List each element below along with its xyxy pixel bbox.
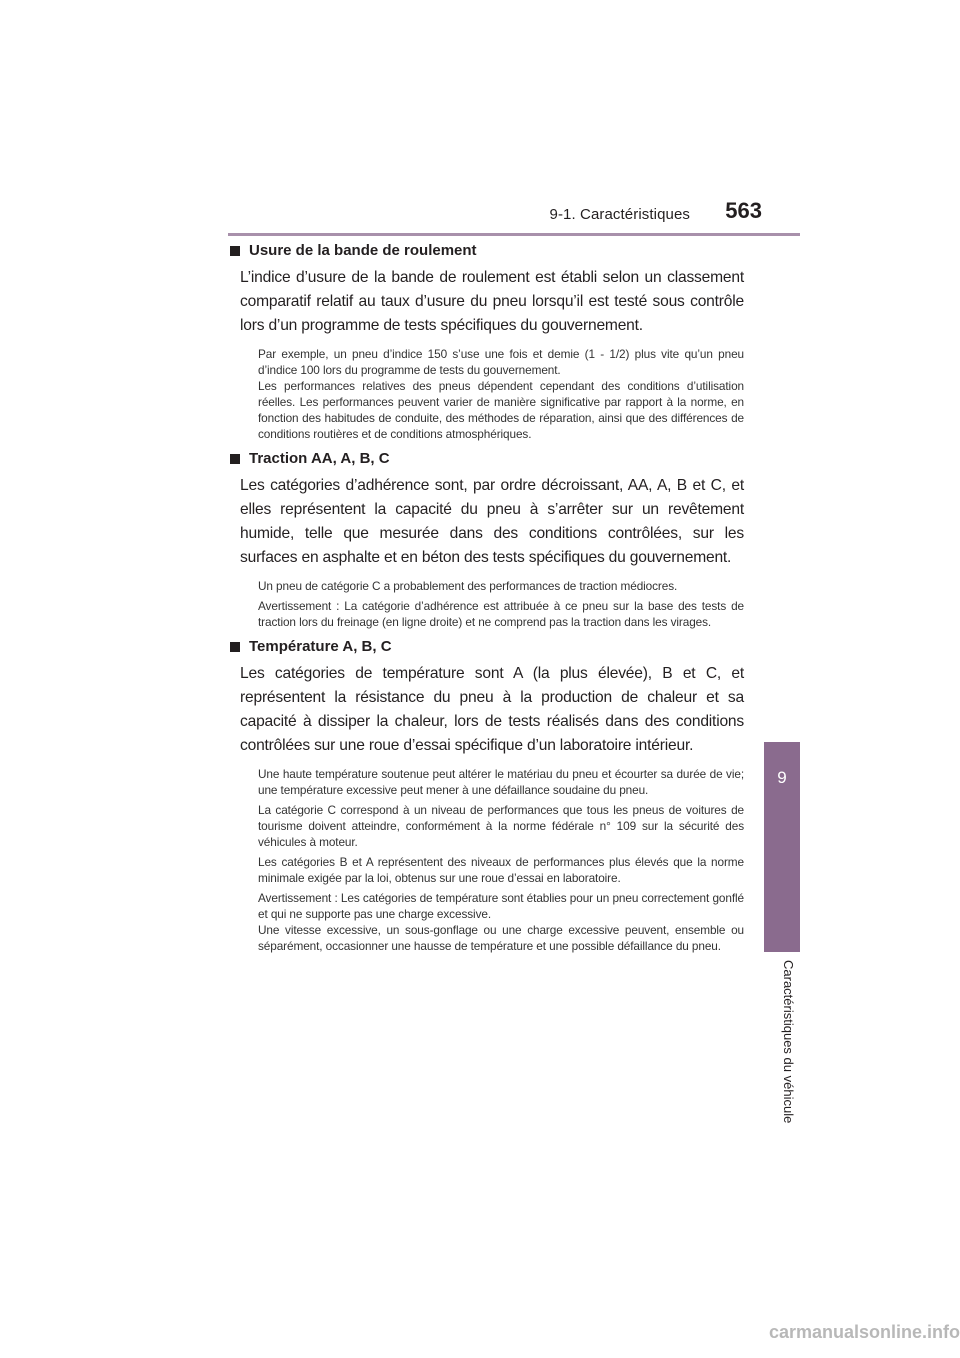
section-heading: [230, 638, 744, 655]
section-heading: [230, 450, 744, 467]
section-body: Les catégories de température sont A (la plus élevée), B et C, et représentent la résistance du pneu à la production de chaleur et sa capacité à dissiper la chaleur, lors de tests réalisés dans des conditions contrôlées sur une roue d’essai spécifique d’un laboratoire intérieur.: [240, 665, 744, 754]
section-note: Un pneu de catégorie C a probablement des performances de traction médiocres.: [258, 579, 678, 593]
chapter-number: 9: [777, 768, 787, 787]
section-heading-text: Traction AA, A, B, C: [249, 450, 390, 467]
section-body: Les catégories d’adhérence sont, par ordre décroissant, AA, A, B et C, et elles représentent la capacité du pneu à s’arrêter sur un revêtement humide, telle que mesurée dans des conditions contrôlées, sur les surfaces en asphalte et en béton des tests spécifiques du gouvernement.: [240, 477, 744, 566]
section-body: L’indice d’usure de la bande de roulement est établi selon un classement comparatif relatif au taux d’usure du pneu lorsqu’il est testé sous contrôle lors d’un programme de tests spécifiques du gouvernement.: [240, 269, 744, 334]
section-note: Avertissement : La catégorie d’adhérence est attribuée à ce pneu sur la base des tests de traction lors du freinage (en ligne droite) et ne comprend pas la traction dans les virages.: [258, 599, 744, 629]
section-note: Les catégories B et A représentent des niveaux de performances plus élevés que la norme minimale exigée par la loi, obtenus sur une roue d’essai en laboratoire.: [258, 855, 744, 885]
section-note: Les performances relatives des pneus dépendent cependant des conditions d’utilisation réelles. Les performances peuvent varier de manière significative par rapport à la norme, en fonction des habitudes de conduite, des méthodes de réparation, ainsi que des différences de conditions routières et de conditions atmosphériques.: [258, 379, 744, 441]
section-tread-wear: [230, 242, 744, 442]
section-temperature: [230, 638, 744, 954]
page-number: 563: [725, 198, 762, 223]
section-heading: [230, 242, 744, 259]
section-note: Avertissement : Les catégories de température sont établies pour un pneu correctement gonflé et qui ne supporte pas une charge excessive.: [258, 891, 744, 921]
section-note: Par exemple, un pneu d’indice 150 s’use une fois et demie (1 - 1/2) plus vite qu’un pneu d’indice 100 lors du programme de tests du gouvernement.: [258, 347, 744, 377]
section-note: Une vitesse excessive, un sous-gonflage ou une charge excessive peuvent, ensemble ou séparément, occasionner une hausse de température et une possible défaillance du pneu.: [258, 923, 744, 953]
square-bullet-icon: [230, 246, 240, 256]
section-heading-text: Température A, B, C: [249, 638, 392, 655]
main-content: [230, 242, 744, 962]
header-divider: [228, 233, 800, 236]
watermark: carmanualsonline.info: [768, 1322, 960, 1342]
square-bullet-icon: [230, 454, 240, 464]
square-bullet-icon: [230, 642, 240, 652]
section-note: Une haute température soutenue peut altérer le matériau du pneu et écourter sa durée de vie; une température excessive peut mener à une défaillance soudaine du pneu.: [258, 767, 744, 797]
section-note: La catégorie C correspond à un niveau de performances que tous les pneus de voitures de tourisme doivent atteindre, conformément à la norme fédérale n° 109 sur la sécurité des véhicules à moteur.: [258, 803, 744, 849]
section-traction: [230, 450, 744, 630]
section-heading-text: Usure de la bande de roulement: [249, 242, 477, 259]
chapter-label: Caractéristiques du véhicule: [781, 960, 796, 1124]
section-title: 9-1. Caractéristiques: [549, 206, 690, 223]
